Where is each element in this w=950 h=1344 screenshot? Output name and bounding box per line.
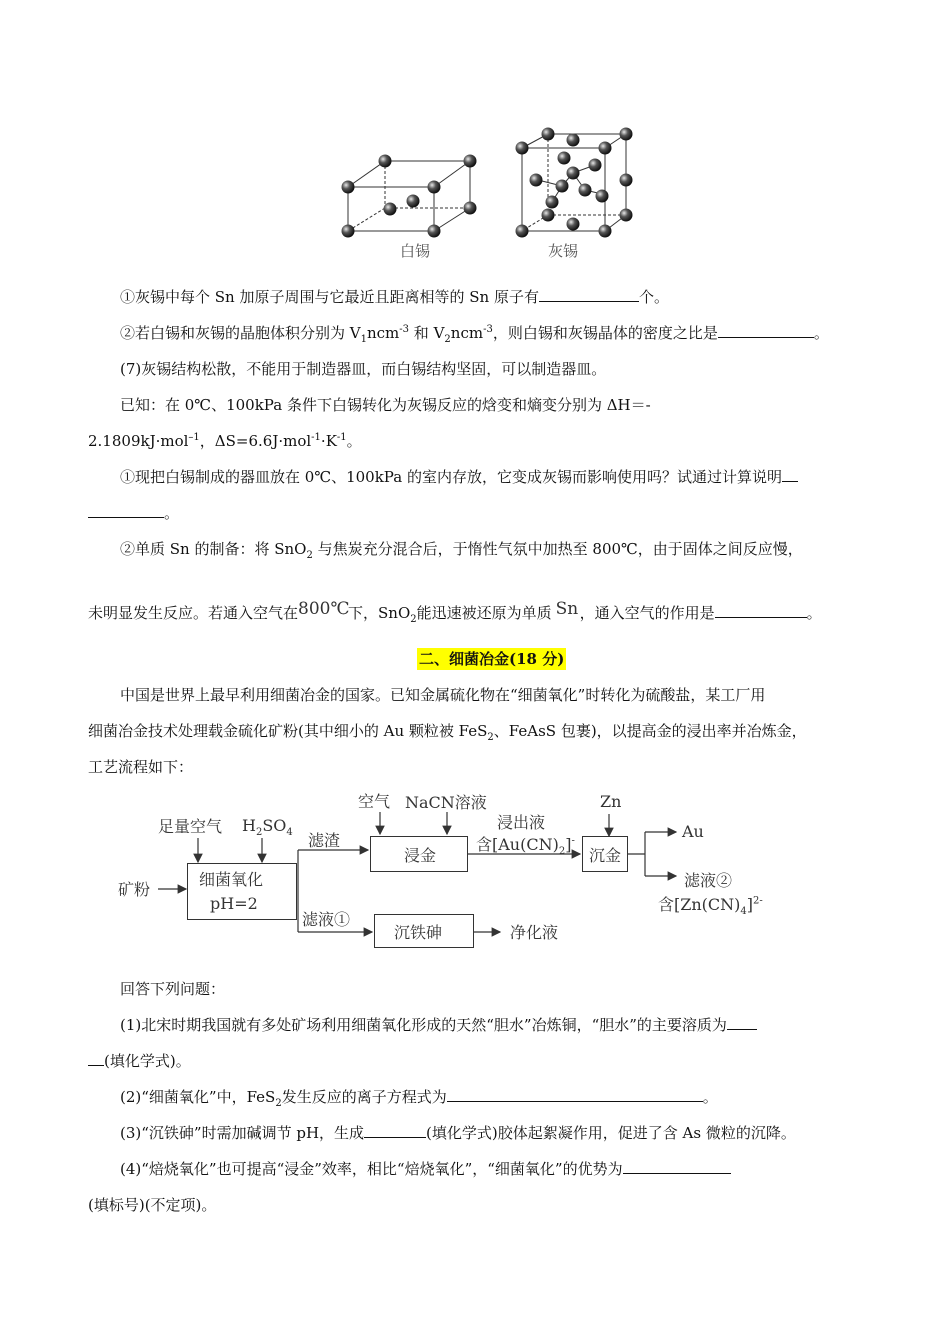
question-s2-2: (2)“细菌氧化”中，FeS$_2$发生反应的离子方程式为 。 <box>120 1088 718 1109</box>
residue-label: 滤渣 <box>308 831 341 850</box>
bacteria-oxidation-label: 细菌氧化 <box>199 870 264 889</box>
gray-tin-atoms <box>516 128 633 238</box>
question-s2-3: (3)“沉铁砷”时需加碱调节 pH，生成 (填化学式)胶体起絮凝作用，促进了含 As 微粒的沉降。 <box>120 1124 796 1142</box>
white-tin-label: 白锡 <box>400 242 431 260</box>
known-line-2: 2.1809kJ·mol$^{-1}$，$\Delta S=6.6J\cdot mol^{-1}\cdot K^{-1}$。 <box>88 432 362 450</box>
question-s2-4-cont: (填标号)(不定项)。 <box>88 1196 217 1214</box>
answer-blank[interactable] <box>623 1159 731 1174</box>
question-6-2: ②若白锡和灰锡的晶胞体积分别为 $V_1ncm^{-3}$ 和 $V_2ncm^{-3}$，则白锡和灰锡晶体的密度之比是 。 <box>120 324 829 345</box>
purified-solution-label: 净化液 <box>510 923 559 942</box>
leachate-label: 浸出液 <box>497 813 546 832</box>
section-2-title: 二、细菌冶金(18 分) <box>419 650 565 668</box>
question-7-1: ①现把白锡制成的器皿放在 0℃、100kPa 的室内存放，它变成灰锡而影响使用吗？试通过计算说明 <box>120 466 798 488</box>
au-label: Au <box>682 822 704 841</box>
crystal-structures-figure <box>330 120 650 245</box>
answer-blank[interactable] <box>88 503 164 518</box>
intro-line-1: 中国是世界上最早利用细菌冶金的国家。已知金属硫化物在“细菌氧化”时转化为硫酸盐，某工厂用 <box>120 686 766 704</box>
answer-blank[interactable] <box>727 1015 757 1030</box>
nacn-solution-label: NaCN溶液 <box>405 793 487 812</box>
zn-label: Zn <box>600 792 622 811</box>
bacteria-ph-label: pH=2 <box>210 894 258 913</box>
filtrate-2-label: 滤液② <box>684 871 733 890</box>
answer-blank[interactable] <box>718 323 814 338</box>
question-s2-1: (1)北宋时期我国就有多处矿场利用细菌氧化形成的天然“胆水”冶炼铜，“胆水”的主要溶质为 <box>120 1014 757 1036</box>
h2so4-label: $H_2SO_4$ <box>242 816 293 839</box>
answer-intro: 回答下列问题： <box>120 980 226 998</box>
question-7-1-cont: 。 <box>88 502 179 524</box>
excess-air-label: 足量空气 <box>158 817 223 836</box>
answer-blank[interactable] <box>715 603 807 618</box>
leachate-contains-label: 含$[Au(CN)_2]^-$ <box>476 835 575 858</box>
question-s2-4: (4)“焙烧氧化”也可提高“浸金”效率，相比“焙烧氧化”，“细菌氧化”的优势为 <box>120 1158 731 1180</box>
question-7-3: 未明显发生反应。若通入空气在 800℃ 下，SnO$_2$能迅速被还原为单质 Sn ，通入空气的作用是 。 <box>88 599 822 625</box>
white-tin-atoms <box>342 155 477 238</box>
question-7: (7)灰锡结构松散，不能用于制造器皿，而白锡结构坚固，可以制造器皿。 <box>120 360 607 378</box>
filtrate-2-contains-label: 含$[Zn(CN)_4]^{2-}$ <box>658 895 763 918</box>
intro-line-3: 工艺流程如下： <box>88 758 194 776</box>
answer-blank[interactable] <box>364 1123 426 1138</box>
answer-blank[interactable] <box>88 1051 104 1066</box>
answer-blank[interactable] <box>447 1087 703 1102</box>
question-6-1: ①灰锡中每个 Sn 加原子周围与它最近且距离相等的 Sn 原子有 个。 <box>120 288 669 306</box>
filtrate-1-label: 滤液① <box>302 910 351 929</box>
answer-blank[interactable] <box>539 287 639 302</box>
leach-gold-label: 浸金 <box>404 846 437 865</box>
precipitate-gold-label: 沉金 <box>589 846 622 865</box>
ore-powder-label: 矿粉 <box>118 880 151 899</box>
known-line-1: 已知：在 0℃、100kPa 条件下白锡转化为灰锡反应的焓变和熵变分别为 ΔH＝- <box>120 396 651 414</box>
question-s2-1-cont: (填化学式)。 <box>88 1050 191 1072</box>
question-7-2: ②单质 Sn 的制备：将 SnO$_2$ 与焦炭充分混合后，于惰性气氛中加热至 800℃，由于固体之间反应慢， <box>120 540 803 561</box>
gray-tin-label: 灰锡 <box>548 242 579 260</box>
fe-as-precipitation-label: 沉铁砷 <box>394 923 443 942</box>
air-label: 空气 <box>358 792 391 811</box>
answer-blank[interactable] <box>782 467 798 482</box>
intro-line-2: 细菌冶金技术处理载金硫化矿粉(其中细小的 Au 颗粒被 FeS$_2$、FeAsS 包裹)，以提高金的浸出率并冶炼金， <box>88 722 807 743</box>
